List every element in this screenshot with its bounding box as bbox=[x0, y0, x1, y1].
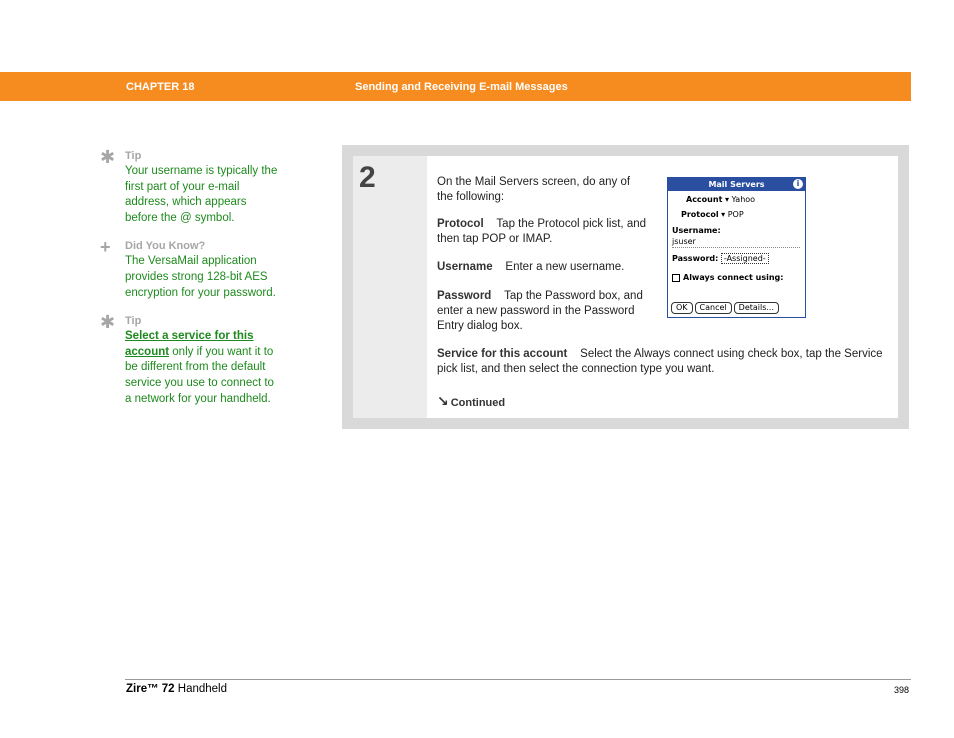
info-icon: i bbox=[793, 179, 803, 189]
palm-password-value: -Assigned- bbox=[721, 253, 769, 264]
footer-product-name: Zire™ 72 bbox=[126, 683, 175, 695]
palm-ok-button: OK bbox=[671, 302, 693, 314]
protocol-term: Protocol bbox=[437, 218, 484, 230]
chapter-title: Sending and Receiving E-mail Messages bbox=[355, 81, 568, 93]
mail-servers-screenshot bbox=[667, 177, 806, 318]
palm-password-label: Password: bbox=[672, 254, 719, 263]
service-term: Service for this account bbox=[437, 348, 568, 360]
protocol-text: Tap the Protocol pick list, and then tap POP or IMAP. bbox=[437, 218, 647, 245]
footer-product bbox=[126, 683, 227, 695]
palm-always-row bbox=[672, 273, 783, 282]
chapter-number: CHAPTER 18 bbox=[126, 81, 195, 93]
sidebar-notes bbox=[100, 149, 280, 420]
asterisk-icon: ✱ bbox=[100, 312, 116, 333]
protocol-instruction bbox=[437, 217, 647, 247]
tip-text-2-rest: only if you want it to be different from the default service you use to connect to a network for your handheld. bbox=[125, 345, 274, 405]
service-instruction bbox=[437, 347, 892, 377]
continued-label: Continued bbox=[450, 397, 506, 409]
triangle-down-icon: ▾ bbox=[721, 210, 726, 219]
step-inner bbox=[353, 156, 898, 418]
tip-label: Tip bbox=[125, 150, 142, 162]
did-you-know-text: The VersaMail application provides strong 128-bit AES encryption for your password. bbox=[125, 255, 276, 299]
username-term: Username bbox=[437, 261, 493, 273]
palm-account-label: Account bbox=[686, 195, 723, 204]
palm-protocol-value: POP bbox=[727, 210, 744, 219]
password-term: Password bbox=[437, 290, 492, 302]
palm-always-label: Always connect using: bbox=[683, 273, 784, 282]
chapter-header-bar bbox=[0, 72, 911, 101]
footer-divider bbox=[125, 679, 911, 680]
step-number: 2 bbox=[359, 161, 376, 194]
palm-username-value: jsuser bbox=[672, 237, 696, 246]
arrow-down-right-icon: ↘ bbox=[437, 393, 449, 409]
checkbox-icon bbox=[672, 274, 680, 282]
palm-account-row bbox=[686, 195, 755, 204]
password-instruction bbox=[437, 289, 652, 334]
plus-icon: + bbox=[100, 237, 111, 258]
asterisk-icon: ✱ bbox=[100, 147, 116, 167]
continued-indicator[interactable] bbox=[437, 393, 505, 410]
username-text: Enter a new username. bbox=[505, 261, 625, 273]
tip-note-2 bbox=[100, 314, 280, 407]
did-you-know-label: Did You Know? bbox=[125, 240, 206, 253]
tip-text-2 bbox=[125, 329, 280, 407]
palm-username-label: Username: bbox=[672, 226, 721, 235]
tip-note bbox=[100, 149, 280, 226]
palm-username-underline bbox=[672, 237, 800, 248]
tip-label-2: Tip bbox=[125, 315, 142, 328]
step-content bbox=[427, 156, 898, 418]
password-text: Tap the Password box, and enter a new password in the Password Entry dialog box. bbox=[437, 290, 643, 332]
palm-title: Mail Servers bbox=[708, 180, 765, 189]
page-number: 398 bbox=[894, 685, 910, 695]
palm-details-button: Details... bbox=[734, 302, 779, 314]
step-box bbox=[342, 145, 909, 429]
select-service-link[interactable]: Select a service for this account bbox=[125, 330, 254, 358]
palm-title-bar bbox=[668, 178, 805, 191]
username-instruction bbox=[437, 260, 657, 275]
footer-product-suffix: Handheld bbox=[174, 683, 228, 695]
palm-account-value: Yahoo bbox=[731, 195, 756, 204]
tip-text: Your username is typically the first part of your e-mail address, which appears before the @ symbol. bbox=[125, 165, 278, 224]
palm-protocol-row bbox=[681, 210, 744, 219]
palm-protocol-label: Protocol bbox=[681, 210, 719, 219]
step-intro: On the Mail Servers screen, do any of the following: bbox=[437, 176, 631, 203]
palm-buttons bbox=[671, 302, 781, 314]
service-text: Select the Always connect using check box, tap the Service pick list, and then select the connection type you want. bbox=[437, 348, 883, 375]
palm-cancel-button: Cancel bbox=[695, 302, 732, 314]
did-you-know-note bbox=[100, 239, 280, 301]
triangle-down-icon: ▾ bbox=[724, 195, 729, 204]
palm-password-row bbox=[672, 254, 769, 263]
